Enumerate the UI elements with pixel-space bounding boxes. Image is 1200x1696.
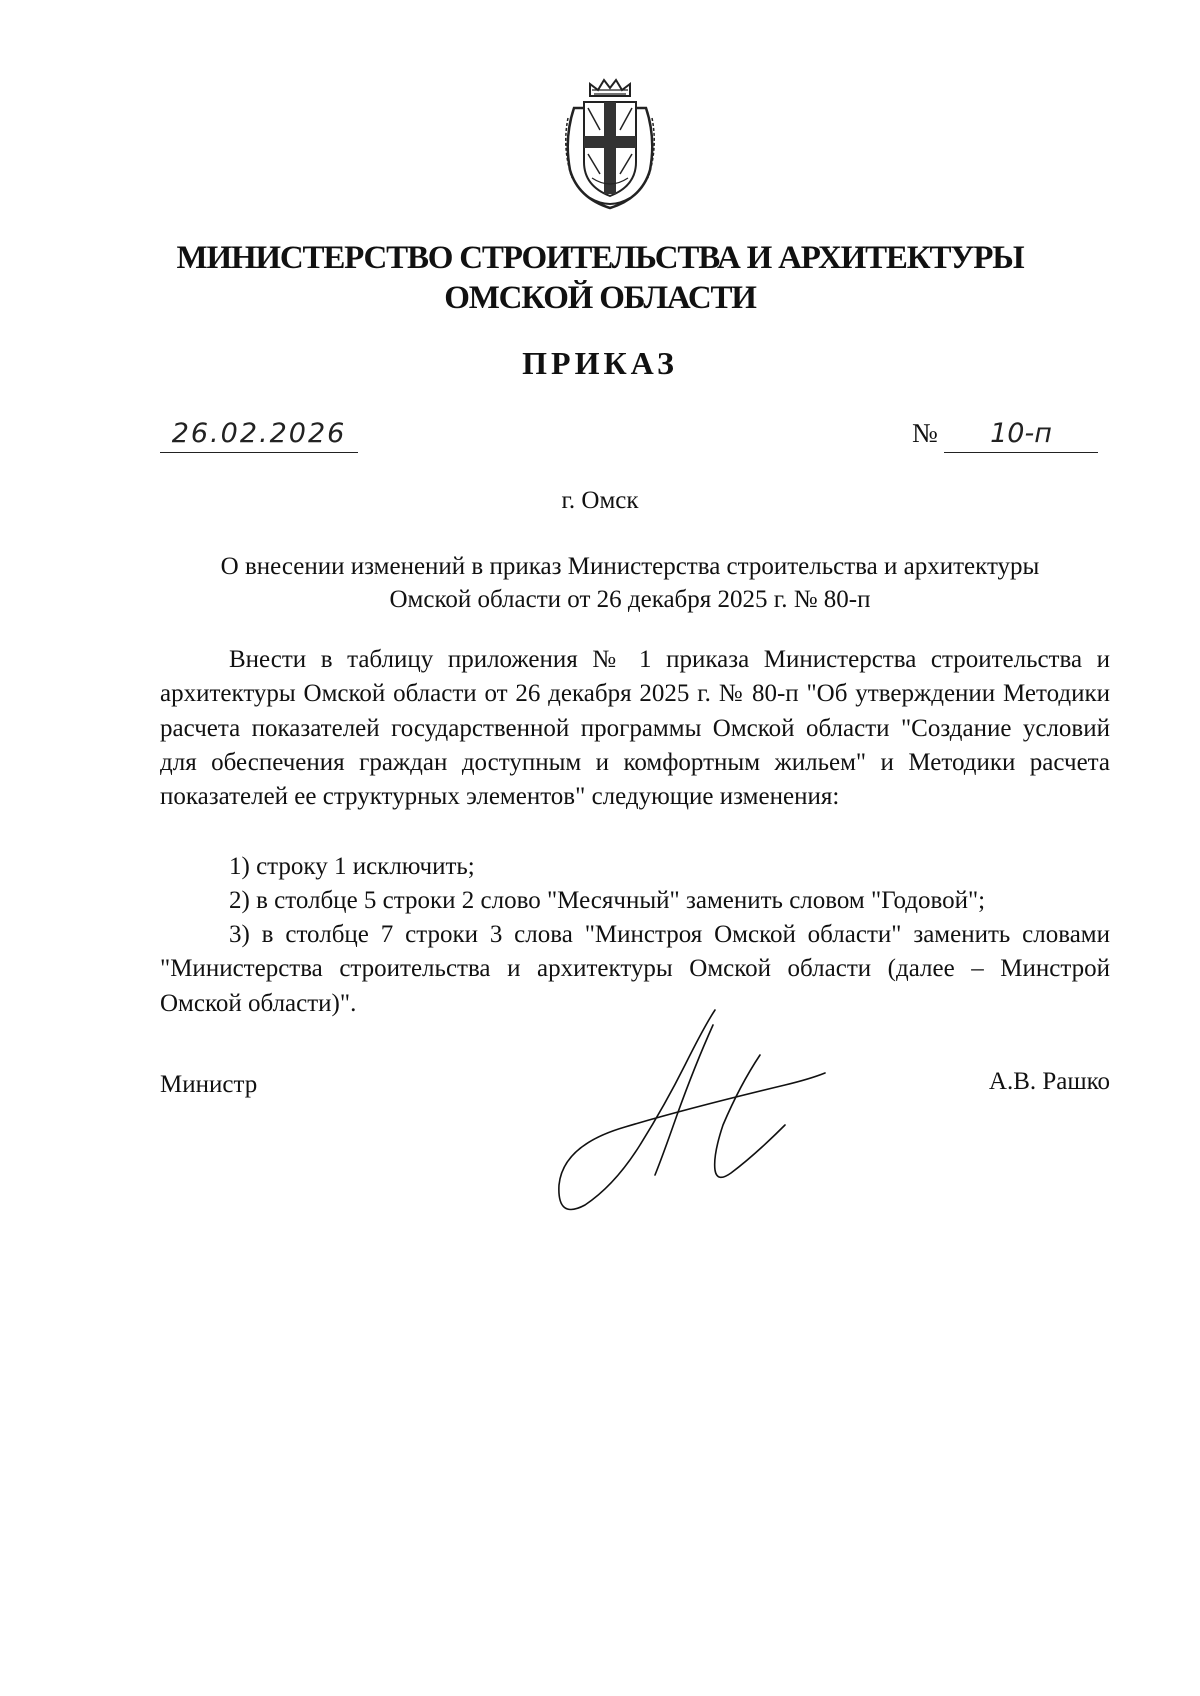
number-sign: № [912,418,938,448]
change-item-3: 3) в столбце 7 строки 3 слова "Минстроя Омской области" заменить словами "Министерства строительства и архитектуры Омской области (далее – Минстрой Омской области)". [160,921,1110,1017]
body-paragraph: Внести в таблицу приложения № 1 приказа Министерства строительства и архитектуры Омской области от 26 декабря 2025 г. № 80-п "Об утверждении Методики расчета показателей государственной программы Омской области "Создание условий для обеспечения граждан доступным и комфортным жильем" и Методики расчета показателей ее структурных элементов" следующие изменения: [160,646,1110,811]
order-number: 10-п [944,416,1098,453]
signature-position: Министр [160,1071,258,1098]
subject-line-1: О внесении изменений в приказ Министерства строительства и архитектуры [220,553,1040,580]
subject-line-2: Омской области от 26 декабря 2025 г. № 80-п [389,586,871,613]
ministry-name-line-1: МИНИСТЕРСТВО СТРОИТЕЛЬСТВА И АРХИТЕКТУРЫ [176,240,1024,276]
change-item-2: 2) в столбце 5 строки 2 слово "Месячный" заменить словом "Годовой"; [229,887,986,914]
city: г. Омск [561,487,639,514]
handwritten-signature [545,1005,845,1235]
order-date: 26.02.2026 [160,416,358,453]
document-type: ПРИКАЗ [522,345,678,381]
ministry-name-line-2: ОМСКОЙ ОБЛАСТИ [444,280,756,316]
signer-name: А.В. Рашко [988,1068,1110,1095]
coat-of-arms-icon [560,78,660,212]
change-item-1: 1) строку 1 исключить; [229,853,475,880]
